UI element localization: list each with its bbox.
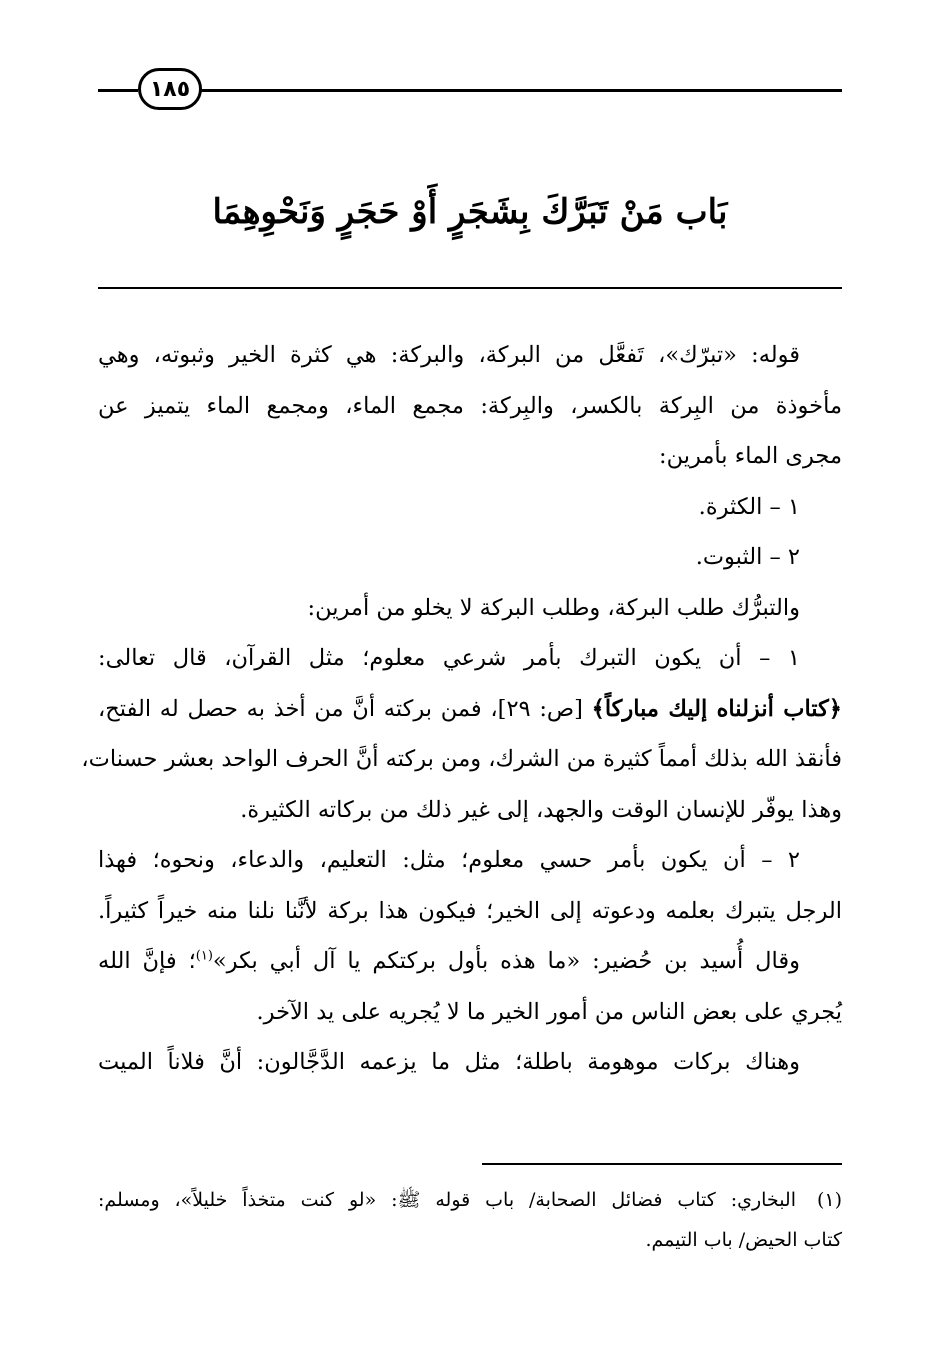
paragraph-line: الرجل يتبرك بعلمه ودعوته إلى الخير؛ فيكون هذا بركة لأنَّنا نلنا منه خيراً كثيراً. — [98, 897, 842, 924]
verse-reference: [ص: ٢٩] — [497, 695, 583, 722]
title-rule — [98, 287, 842, 289]
list-item: ٢ – أن يكون بأمر حسي معلوم؛ مثل: التعليم، والدعاء، ونحوه؛ فهذا — [98, 847, 800, 873]
footnote-number: (١) — [816, 1189, 842, 1211]
footnote-rule — [482, 1163, 842, 1165]
paragraph-line: وهذا يوفّر للإنسان الوقت والجهد، إلى غير ذلك من بركاته الكثيرة. — [240, 796, 842, 823]
list-item: ٢ – الثبوت. — [695, 544, 800, 570]
footnote-text: كتاب الحيض/ باب التيمم. — [645, 1229, 842, 1251]
chapter-title: بَاب مَنْ تَبَرَّكَ بِشَجَرٍ أَوْ حَجَرٍ وَنَحْوِهِمَا — [212, 192, 728, 232]
paragraph-line: مأخوذة من البِركة بالكسر، والبِركة: مجمع الماء، ومجمع الماء يتميز عن — [98, 392, 842, 419]
footnote-marker: (١) — [195, 948, 213, 964]
paragraph-line: يُجري على بعض الناس من أمور الخير ما لا يُجريه على يد الآخر. — [256, 998, 842, 1025]
quran-verse: ﴿كتاب أنزلناه إليك مباركاً﴾ — [591, 695, 842, 722]
paragraph-line: وهناك بركات موهومة باطلة؛ مثل ما يزعمه الدَّجَّالون: أنَّ فلاناً الميت — [98, 1049, 800, 1075]
footnote-text: البخاري: كتاب فضائل الصحابة/ باب قوله ﷺ: «لو كنت متخذاً خليلاً»، ومسلم: — [98, 1189, 796, 1211]
paragraph-line: مجرى الماء بأمرين: — [658, 443, 842, 469]
list-item: ١ – أن يكون التبرك بأمر شرعي معلوم؛ مثل القرآن، قال تعالى: — [98, 645, 800, 671]
footnote-line — [98, 1180, 842, 1220]
page-number: ١٨٥ — [138, 68, 202, 110]
paragraph-line: فأنقذ الله بذلك أمماً كثيرة من الشرك، ومن بركته أنَّ الحرف الواحد بعشر حسنات، — [81, 746, 842, 772]
list-item: ١ – الكثرة. — [698, 493, 800, 520]
paragraph-line: ﴿كتاب أنزلناه إليك مباركاً﴾ [ص: ٢٩]، فمن بركته أنَّ من أخذ به حصل له الفتح، — [98, 695, 842, 722]
paragraph-line: وقال أُسيد بن حُضير: «ما هذه بأول بركتكم يا آل أبي بكر»$^{(١)}$؛ فإنَّ الله — [98, 948, 800, 974]
paragraph-line: قوله: «تبرّك»، تَفعَّل من البركة، والبركة: هي كثرة الخير وثبوته، وهي — [98, 342, 800, 368]
paragraph-line: والتبرُّك طلب البركة، وطلب البركة لا يخلو من أمرين: — [307, 594, 800, 621]
footnote-line — [98, 1220, 842, 1260]
footnotes — [98, 1180, 842, 1260]
header-rule — [200, 89, 842, 92]
header-rule-left — [98, 89, 138, 92]
body-text — [81, 330, 842, 1088]
